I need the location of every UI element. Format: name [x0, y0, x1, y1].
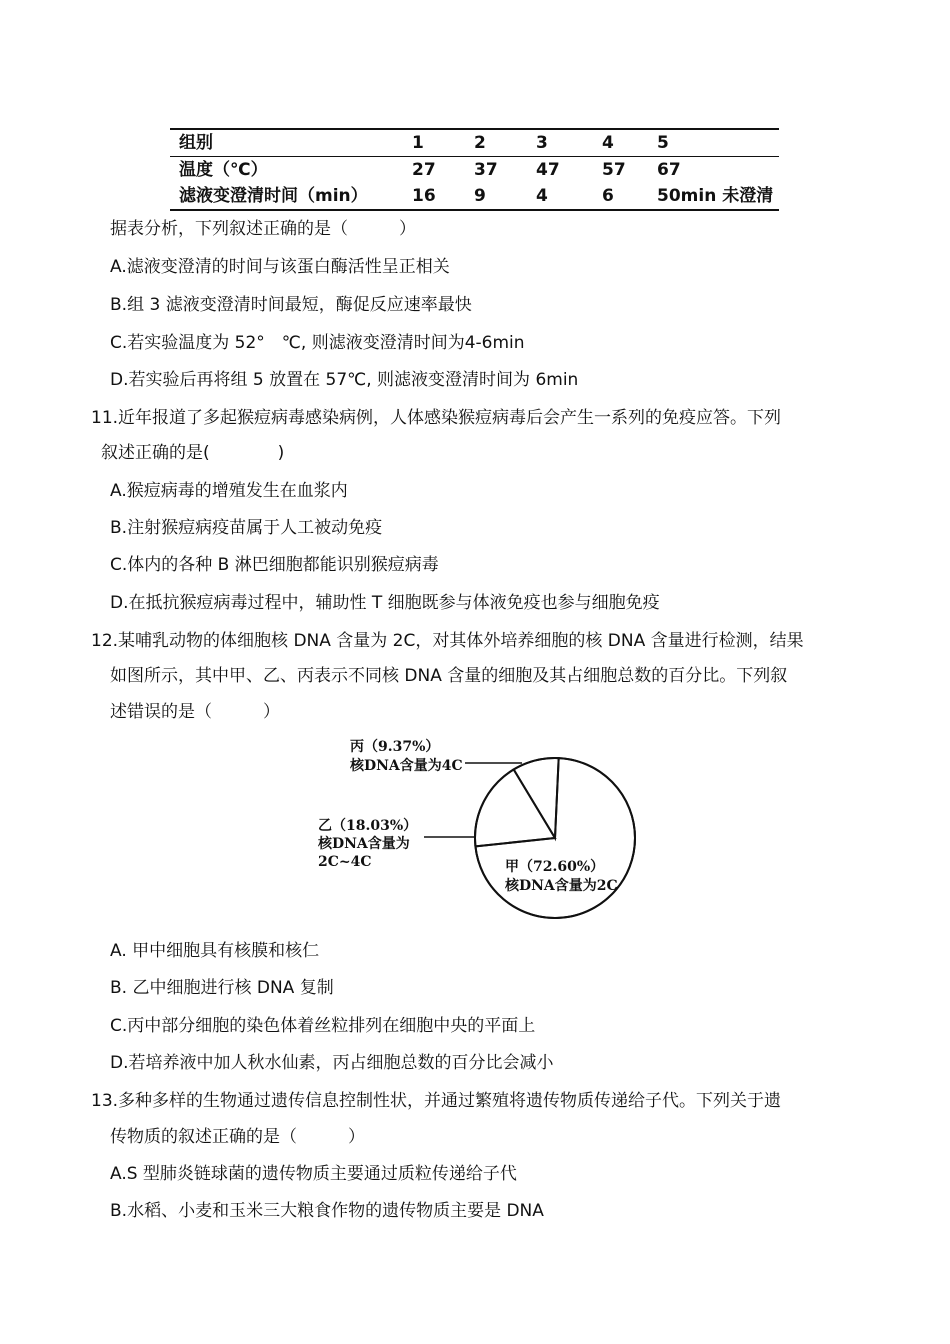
- q12-option-c: C.丙中部分细胞的染色体着丝粒排列在细胞中央的平面上: [110, 1016, 536, 1036]
- pie-slice-bing: [514, 758, 559, 838]
- q12-option-a: A. 甲中细胞具有核膜和核仁: [110, 941, 320, 961]
- q11-stem: 11.近年报道了多起猴痘病毒感染病例，人体感染猴痘病毒后会产生一系列的免疫应答。下列: [91, 408, 782, 428]
- q11-option-c: C.体内的各种 B 淋巴细胞都能识别猴痘病毒: [110, 555, 439, 575]
- q12-option-b: B. 乙中细胞进行核 DNA 复制: [110, 978, 334, 998]
- q12-stem-end: 述错误的是（ ）: [110, 702, 280, 722]
- temperature-table: [170, 128, 779, 211]
- q11-option-d: D.在抵抗猴痘病毒过程中，辅助性 T 细胞既参与体液免疫也参与细胞免疫: [110, 593, 660, 613]
- label-jia-desc: 核DNA含量为2C: [505, 878, 618, 894]
- table-row: 温度（℃） 27 37 47 57 67: [170, 157, 779, 184]
- q13-option-b: B.水稻、小麦和玉米三大粮食作物的遗传物质主要是 DNA: [110, 1201, 544, 1221]
- dna-content-pie-chart: [300, 728, 650, 928]
- pie-slice-yi: [475, 769, 555, 846]
- label-bing-title: 丙（9.37%）: [350, 739, 440, 755]
- label-yi-desc: 核DNA含量为: [318, 836, 410, 852]
- q10-stem: 据表分析，下列叙述正确的是（ ）: [110, 219, 416, 239]
- label-jia-title: 甲（72.60%）: [505, 859, 605, 875]
- table-row: 滤液变澄清时间（min） 16 9 4 6 50min 未澄清: [170, 183, 779, 210]
- q10-option-a: A.滤液变澄清的时间与该蛋白酶活性呈正相关: [110, 257, 450, 277]
- q10-option-d: D.若实验后再将组 5 放置在 57℃, 则滤液变澄清时间为 6min: [110, 370, 579, 390]
- q10-option-c: C.若实验温度为 52° ℃, 则滤液变澄清时间为4-6min: [110, 333, 525, 353]
- label-yi-range: 2C~4C: [318, 854, 372, 870]
- q12-option-d: D.若培养液中加人秋水仙素，丙占细胞总数的百分比会减小: [110, 1053, 554, 1073]
- q13-option-a: A.S 型肺炎链球菌的遗传物质主要通过质粒传递给子代: [110, 1164, 517, 1184]
- q11-option-a: A.猴痘病毒的增殖发生在血浆内: [110, 481, 348, 501]
- label-yi-title: 乙（18.03%）: [318, 818, 418, 834]
- q12-stem-cont: 如图所示，其中甲、乙、丙表示不同核 DNA 含量的细胞及其占细胞总数的百分比。下列叙: [110, 666, 788, 686]
- table-row: 组别 1 2 3 4 5: [170, 129, 779, 157]
- q11-stem-cont: 叙述正确的是( ): [101, 443, 285, 463]
- pie-slice-jia: [475, 758, 635, 918]
- label-bing-desc: 核DNA含量为4C: [350, 758, 463, 774]
- q12-stem: 12.某哺乳动物的体细胞核 DNA 含量为 2C，对其体外培养细胞的核 DNA 含量进行检测，结果: [91, 631, 804, 651]
- q13-stem-cont: 传物质的叙述正确的是（ ）: [110, 1127, 365, 1147]
- q10-option-b: B.组 3 滤液变澄清时间最短，酶促反应速率最快: [110, 295, 472, 315]
- q11-option-b: B.注射猴痘病疫苗属于人工被动免疫: [110, 518, 383, 538]
- q13-stem: 13.多种多样的生物通过遗传信息控制性状，并通过繁殖将遗传物质传递给子代。下列关于遗: [91, 1091, 782, 1111]
